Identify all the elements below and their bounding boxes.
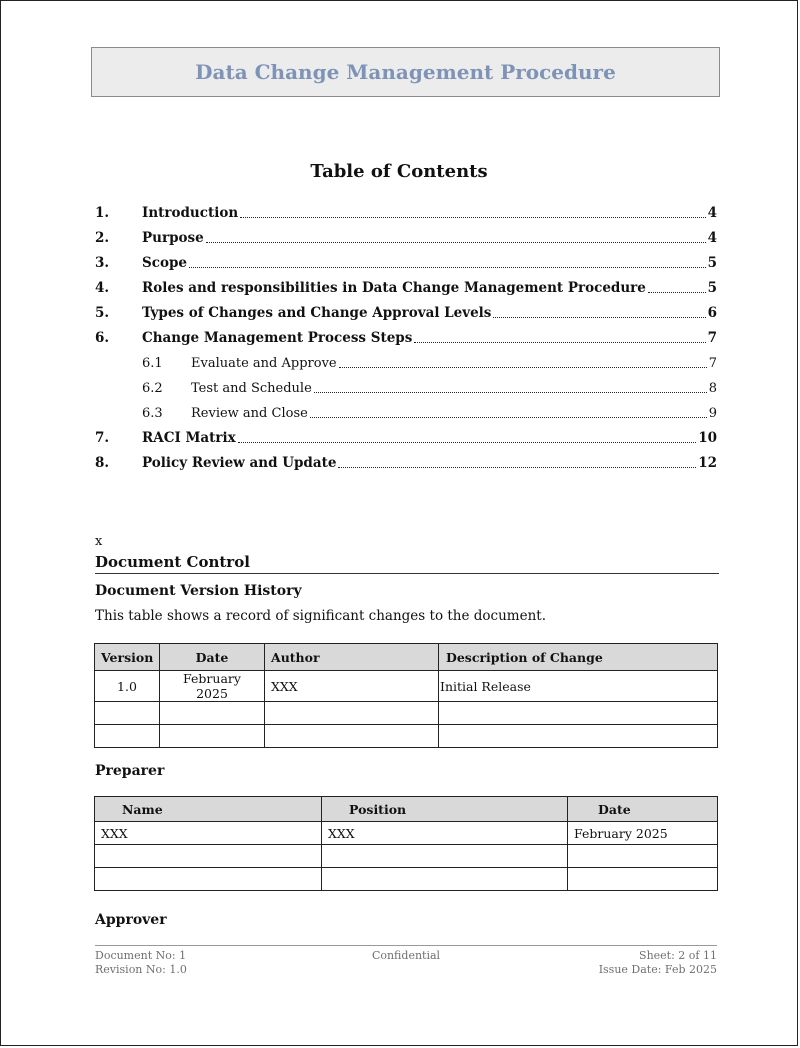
date-cell <box>160 725 265 748</box>
toc-dot-leader <box>414 342 705 343</box>
toc-entry-body <box>142 230 717 246</box>
stray-text: x <box>95 534 103 549</box>
toc-dot-leader <box>240 217 705 218</box>
toc-entry-label: Evaluate and Approve <box>191 356 337 371</box>
toc-entry-label: Policy Review and Update <box>142 455 337 471</box>
date-cell <box>568 845 718 868</box>
date-cell <box>568 868 718 891</box>
toc-entry[interactable] <box>95 449 717 474</box>
table-of-contents <box>95 199 717 474</box>
table-row <box>95 702 718 725</box>
table-row <box>95 725 718 748</box>
toc-entry-number: 5. <box>95 305 110 321</box>
toc-entry-number: 2. <box>95 230 110 246</box>
toc-entry-number: 1. <box>95 205 110 221</box>
toc-dot-leader <box>206 242 706 243</box>
toc-entry-number: 6.2 <box>142 381 163 396</box>
toc-dot-leader <box>189 267 706 268</box>
toc-entry[interactable] <box>95 424 717 449</box>
name-cell <box>95 868 322 891</box>
version-cell: 1.0 <box>95 671 160 702</box>
column-header-date: Date <box>160 644 265 671</box>
version-cell <box>95 702 160 725</box>
author-cell <box>265 702 439 725</box>
column-header-version: Version <box>95 644 160 671</box>
toc-entry-body <box>142 305 717 321</box>
toc-dot-leader <box>493 317 705 318</box>
toc-entry-page: 4 <box>707 205 717 221</box>
toc-entry-body <box>142 330 717 346</box>
toc-entry[interactable] <box>95 199 717 224</box>
table-header-row <box>95 797 718 822</box>
toc-dot-leader <box>310 417 707 418</box>
toc-title: Table of Contents <box>310 161 488 182</box>
table-row <box>95 868 718 891</box>
preparer-table <box>94 796 718 891</box>
toc-dot-leader <box>648 292 706 293</box>
toc-entry-page: 5 <box>707 280 717 296</box>
toc-entry-number: 8. <box>95 455 110 471</box>
toc-entry[interactable] <box>95 224 717 249</box>
description-cell: Initial Release <box>439 671 718 702</box>
name-cell <box>95 845 322 868</box>
description-cell <box>439 725 718 748</box>
toc-entry-body <box>142 455 717 471</box>
toc-entry-page: 7 <box>707 330 717 346</box>
date-cell: February 2025 <box>160 671 265 702</box>
toc-entry-page: 5 <box>707 255 717 271</box>
toc-entry-label: Test and Schedule <box>191 381 312 396</box>
toc-entry-label: Introduction <box>142 205 239 221</box>
toc-entry-label: RACI Matrix <box>142 430 236 446</box>
toc-entry[interactable] <box>95 249 717 274</box>
column-header-name: Name <box>95 797 322 822</box>
position-cell <box>322 845 568 868</box>
column-header-author: Author <box>265 644 439 671</box>
toc-entry-label: Scope <box>142 255 188 271</box>
toc-entry-page: 7 <box>708 356 717 371</box>
toc-entry[interactable] <box>95 374 717 399</box>
toc-entry-body <box>142 280 717 296</box>
toc-entry[interactable] <box>95 349 717 374</box>
table-row <box>95 845 718 868</box>
toc-entry-body <box>191 406 717 421</box>
toc-entry-page: 4 <box>707 230 717 246</box>
version-history-intro: This table shows a record of significant changes to the document. <box>95 608 546 624</box>
classification-label: Confidential <box>371 949 441 962</box>
toc-entry-label: Change Management Process Steps <box>142 330 413 346</box>
toc-entry-label: Types of Changes and Change Approval Levels <box>142 305 492 321</box>
position-cell <box>322 868 568 891</box>
toc-dot-leader <box>338 467 696 468</box>
preparer-heading: Preparer <box>95 763 165 779</box>
toc-dot-leader <box>339 367 707 368</box>
document-control-heading: Document Control <box>95 553 719 574</box>
footer-divider <box>95 945 717 946</box>
toc-entry-body <box>191 356 717 371</box>
document-title: Data Change Management Procedure <box>195 60 616 84</box>
toc-entry-page: 8 <box>708 381 717 396</box>
column-header-date: Date <box>568 797 718 822</box>
column-header-position: Position <box>322 797 568 822</box>
toc-dot-leader <box>314 392 707 393</box>
sheet-number: Sheet: 2 of 11 <box>639 949 717 962</box>
toc-entry-number: 6.1 <box>142 356 163 371</box>
toc-entry-label: Roles and responsibilities in Data Change Management Procedure <box>142 280 646 296</box>
toc-entry-number: 7. <box>95 430 110 446</box>
version-history-table <box>94 643 718 748</box>
author-cell <box>265 725 439 748</box>
toc-entry-body <box>191 381 717 396</box>
table-row <box>95 822 718 845</box>
toc-dot-leader <box>238 442 697 443</box>
author-cell: XXX <box>265 671 439 702</box>
toc-entry-number: 3. <box>95 255 110 271</box>
name-cell: XXX <box>95 822 322 845</box>
revision-number: Revision No: 1.0 <box>95 963 187 976</box>
issue-date: Issue Date: Feb 2025 <box>598 963 717 976</box>
toc-entry-number: 6. <box>95 330 110 346</box>
version-cell <box>95 725 160 748</box>
toc-entry[interactable] <box>95 274 717 299</box>
toc-entry-page: 9 <box>708 406 717 421</box>
toc-entry[interactable] <box>95 299 717 324</box>
description-cell <box>439 702 718 725</box>
toc-entry-label: Purpose <box>142 230 204 246</box>
table-row <box>95 671 718 702</box>
toc-entry-page: 10 <box>698 430 717 446</box>
toc-entry[interactable] <box>95 399 717 424</box>
toc-entry-number: 6.3 <box>142 406 163 421</box>
toc-entry-body <box>142 205 717 221</box>
table-header-row <box>95 644 718 671</box>
toc-entry-number: 4. <box>95 280 110 296</box>
toc-entry-label: Review and Close <box>191 406 308 421</box>
document-title-banner <box>91 47 720 97</box>
document-number: Document No: 1 <box>95 949 187 962</box>
toc-entry-page: 6 <box>707 305 717 321</box>
position-cell: XXX <box>322 822 568 845</box>
toc-entry-body <box>142 255 717 271</box>
toc-entry-body <box>142 430 717 446</box>
column-header-description: Description of Change <box>439 644 718 671</box>
toc-entry[interactable] <box>95 324 717 349</box>
version-history-heading: Document Version History <box>95 583 302 599</box>
toc-entry-page: 12 <box>698 455 717 471</box>
date-cell: February 2025 <box>568 822 718 845</box>
approver-heading: Approver <box>95 912 167 928</box>
date-cell <box>160 702 265 725</box>
